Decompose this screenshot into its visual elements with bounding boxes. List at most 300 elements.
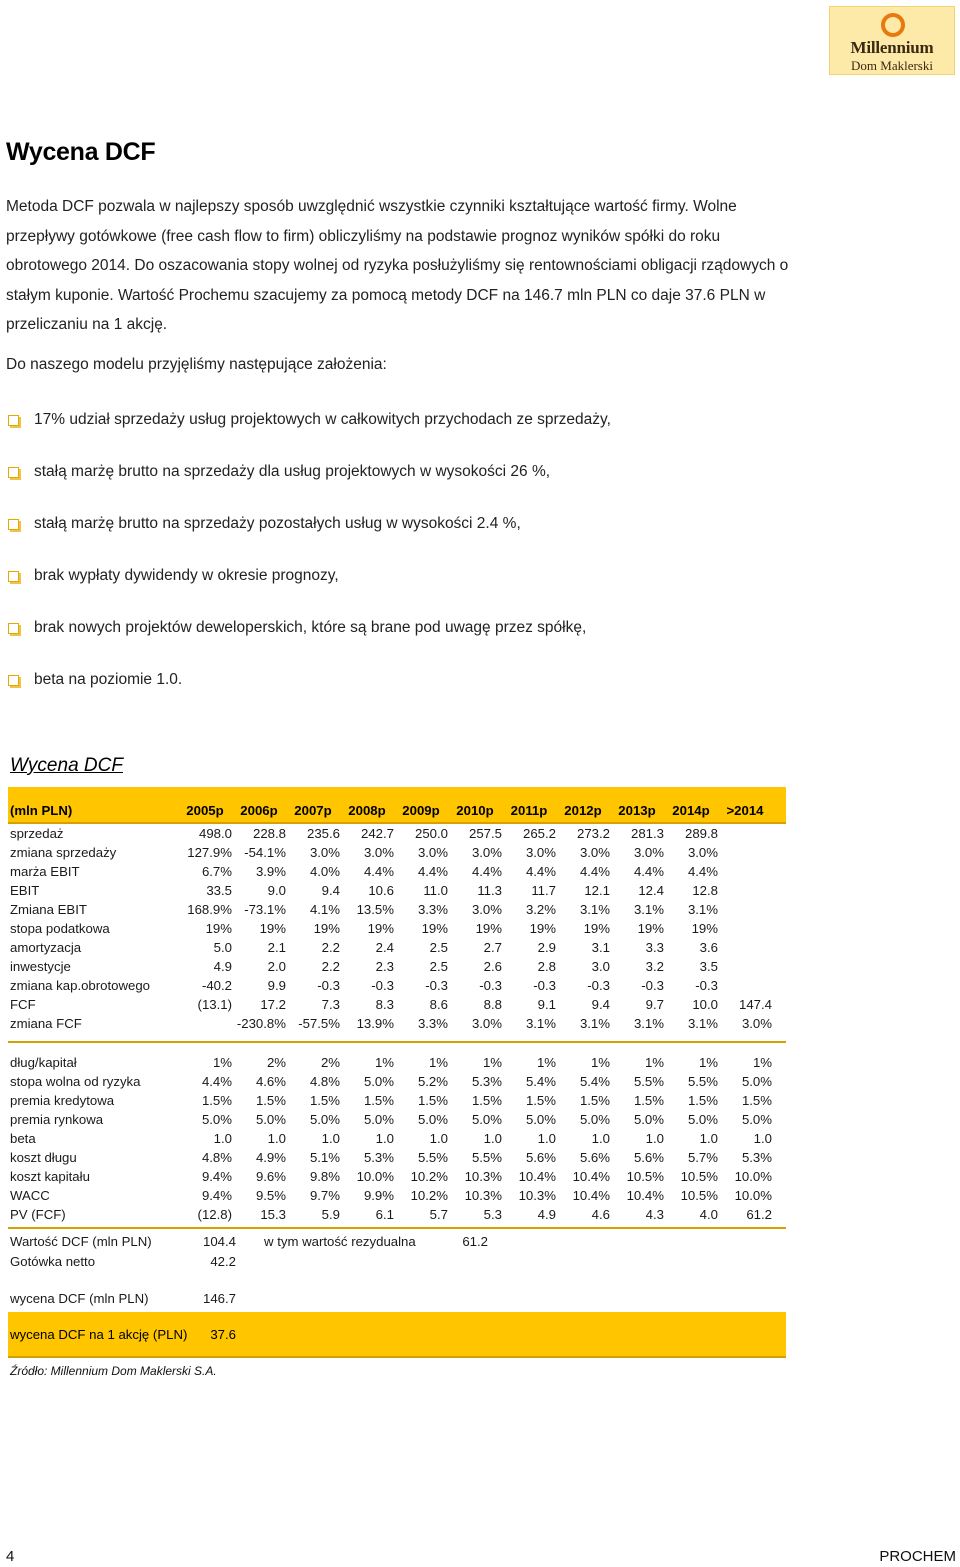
table-cell: 5.6%	[525, 1150, 556, 1165]
checkbox-bullet-icon	[8, 675, 19, 686]
table-cell: 19%	[367, 921, 394, 936]
table-cell: 1.5%	[741, 1093, 772, 1108]
page-title: Wycena DCF	[6, 138, 156, 166]
table-cell: -57.5%	[298, 1016, 340, 1031]
table-cell: 1.0	[213, 1131, 232, 1146]
table-cell: 3.9%	[255, 864, 286, 879]
table-cell: 9.4%	[201, 1169, 232, 1184]
table-cell: 4.4%	[471, 864, 502, 879]
table-cell: 273.2	[576, 826, 610, 841]
table-cell: 2.9	[537, 940, 556, 955]
table-cell: -40.2	[201, 978, 232, 993]
table-cell: 3.0%	[309, 845, 340, 860]
header-cell: 2006p	[240, 803, 278, 818]
checkbox-bullet-icon	[8, 415, 19, 426]
table-row	[8, 1205, 786, 1224]
table-cell: 8.3	[375, 997, 394, 1012]
checkbox-bullet-icon	[8, 467, 19, 478]
table-cell: 5.6%	[579, 1150, 610, 1165]
table-cell: 5.3%	[471, 1074, 502, 1089]
table-cell: 1.0	[537, 1131, 556, 1146]
header-cell: 2010p	[456, 803, 494, 818]
table-cell: 4.8%	[309, 1074, 340, 1089]
table-cell: 5.0%	[417, 1112, 448, 1127]
table-row	[8, 995, 786, 1014]
table-cell: 1.0	[645, 1131, 664, 1146]
table-row	[8, 1167, 786, 1186]
table-cell: 9.7%	[309, 1188, 340, 1203]
table-cell: 3.0%	[363, 845, 394, 860]
table-cell: 3.0%	[579, 845, 610, 860]
table-cell: 3.6	[699, 940, 718, 955]
row-label: stopa wolna od ryzyka	[10, 1074, 141, 1089]
row-label: PV (FCF)	[10, 1207, 66, 1222]
table-cell: 1.5%	[255, 1093, 286, 1108]
table-cell: 1.5%	[471, 1093, 502, 1108]
table-cell: 4.1%	[309, 902, 340, 917]
table-cell: 5.0%	[525, 1112, 556, 1127]
row-label: koszt kapitału	[10, 1169, 90, 1184]
table-cell: 9.8%	[309, 1169, 340, 1184]
source-note: Źródło: Millennium Dom Maklerski S.A.	[10, 1364, 217, 1378]
wycena-label: wycena DCF (mln PLN)	[10, 1290, 149, 1306]
wycena-value: 146.7	[202, 1290, 236, 1306]
table-cell: 5.3%	[363, 1150, 394, 1165]
table-cell: 5.3%	[741, 1150, 772, 1165]
assumptions-lead: Do naszego modelu przyjęliśmy następujące założenia:	[6, 356, 387, 373]
table-cell: 9.0	[267, 883, 286, 898]
list-item-text: 17% udział sprzedaży usług projektowych w całkowitych przychodach ze sprzedaży,	[34, 411, 611, 428]
rezydualna-label: w tym wartość rezydualna	[264, 1233, 416, 1249]
table-cell: 9.9%	[363, 1188, 394, 1203]
table-cell: -230.8%	[236, 1016, 286, 1031]
list-item-text: brak wypłaty dywidendy w okresie prognozy,	[34, 567, 339, 584]
table-row	[8, 1129, 786, 1148]
table-cell: 5.0%	[201, 1112, 232, 1127]
table-cell: 4.4%	[633, 864, 664, 879]
table-cell: 5.9	[321, 1207, 340, 1222]
table-cell: 2.3	[375, 959, 394, 974]
table-cell: 4.9%	[255, 1150, 286, 1165]
table-cell: 4.4%	[363, 864, 394, 879]
table-cell: 19%	[421, 921, 448, 936]
table-cell: 10.5%	[680, 1169, 718, 1184]
checkbox-bullet-icon	[8, 623, 19, 634]
logo-mark-icon	[880, 12, 906, 38]
table-cell: 4.4%	[579, 864, 610, 879]
table-cell: 1%	[752, 1055, 772, 1070]
header-cell: 2009p	[402, 803, 440, 818]
table-section-fcf	[8, 824, 786, 1033]
table-cell: 5.0%	[255, 1112, 286, 1127]
table-cell: 19%	[313, 921, 340, 936]
gotowka-label: Gotówka netto	[10, 1253, 96, 1269]
row-label: zmiana kap.obrotowego	[10, 978, 151, 993]
gotowka-value: 42.2	[210, 1253, 236, 1269]
table-cell: 19%	[637, 921, 664, 936]
list-item-text: beta na poziomie 1.0.	[34, 671, 183, 688]
table-cell: 19%	[259, 921, 286, 936]
row-label: koszt długu	[10, 1150, 77, 1165]
table-cell: 19%	[529, 921, 556, 936]
table-cell: 3.0%	[471, 902, 502, 917]
table-cell: 5.5%	[687, 1074, 718, 1089]
table-title: Wycena DCF	[10, 755, 123, 776]
table-cell: 1%	[698, 1055, 718, 1070]
table-row	[8, 1251, 786, 1271]
table-cell: 10.2%	[410, 1169, 448, 1184]
table-cell: 10.3%	[464, 1169, 502, 1184]
row-label: amortyzacja	[10, 940, 82, 955]
table-cell: -0.3	[695, 978, 718, 993]
table-row	[8, 843, 786, 862]
header-cell: 2012p	[564, 803, 602, 818]
table-cell: 10.5%	[680, 1188, 718, 1203]
table-cell: 2.8	[537, 959, 556, 974]
table-cell: 257.5	[468, 826, 502, 841]
table-cell: 4.6%	[255, 1074, 286, 1089]
table-cell: 250.0	[414, 826, 448, 841]
table-cell: 5.7	[429, 1207, 448, 1222]
table-cell: 2.1	[267, 940, 286, 955]
table-cell: 3.1%	[579, 902, 610, 917]
row-label: zmiana sprzedaży	[10, 845, 117, 860]
table-cell: 5.6%	[633, 1150, 664, 1165]
table-cell: 2.6	[483, 959, 502, 974]
table-cell: 4.8%	[201, 1150, 232, 1165]
per-share-valuation	[8, 1312, 786, 1358]
table-cell: 9.5%	[255, 1188, 286, 1203]
table-cell: 3.0%	[741, 1016, 772, 1031]
table-cell: -0.3	[641, 978, 664, 993]
table-row	[8, 900, 786, 919]
table-row	[8, 1072, 786, 1091]
table-cell: 9.1	[537, 997, 556, 1012]
table-cell: 3.1%	[687, 902, 718, 917]
table-cell: -73.1%	[244, 902, 286, 917]
table-cell: 265.2	[522, 826, 556, 841]
list-item-text: brak nowych projektów deweloperskich, które są brane pod uwagę przez spółkę,	[34, 619, 587, 636]
row-label: marża EBIT	[10, 864, 80, 879]
table-cell: 19%	[205, 921, 232, 936]
table-cell: 1.5%	[309, 1093, 340, 1108]
table-cell: 1.0	[591, 1131, 610, 1146]
table-cell: 1.5%	[633, 1093, 664, 1108]
table-row	[8, 938, 786, 957]
table-cell: 4.9	[213, 959, 232, 974]
table-cell: 3.3	[645, 940, 664, 955]
table-cell: 11.7	[531, 883, 556, 898]
row-label: sprzedaż	[10, 826, 64, 841]
table-cell: 5.5%	[471, 1150, 502, 1165]
table-cell: 17.2	[260, 997, 286, 1012]
table-row	[8, 881, 786, 900]
table-cell: 127.9%	[187, 845, 232, 860]
table-cell: 9.4	[591, 997, 610, 1012]
table-cell: 3.2	[645, 959, 664, 974]
table-cell: 5.0%	[309, 1112, 340, 1127]
list-item	[8, 617, 611, 669]
table-cell: 4.0	[699, 1207, 718, 1222]
list-item	[8, 461, 611, 513]
table-cell: 228.8	[252, 826, 286, 841]
table-cell: 5.4%	[525, 1074, 556, 1089]
table-cell: 5.0%	[633, 1112, 664, 1127]
table-header	[8, 787, 786, 824]
table-cell: 3.1%	[633, 1016, 664, 1031]
rezydualna-value: 61.2	[462, 1233, 488, 1249]
table-cell: 12.8	[692, 883, 718, 898]
table-row	[8, 976, 786, 995]
row-label: premia rynkowa	[10, 1112, 104, 1127]
header-cell: 2013p	[618, 803, 656, 818]
table-row	[8, 957, 786, 976]
table-cell: 19%	[691, 921, 718, 936]
table-cell: 9.9	[267, 978, 286, 993]
table-cell: (13.1)	[197, 997, 232, 1012]
table-cell: 1.0	[321, 1131, 340, 1146]
table-cell: 9.6%	[255, 1169, 286, 1184]
list-item	[8, 669, 611, 721]
table-cell: 12.4	[638, 883, 664, 898]
table-cell: 10.0	[692, 997, 718, 1012]
logo-subtitle: Dom Maklerski	[851, 58, 933, 73]
table-cell: (12.8)	[197, 1207, 232, 1222]
table-cell: 19%	[583, 921, 610, 936]
table-cell: 10.5%	[626, 1169, 664, 1184]
table-cell: 2%	[266, 1055, 286, 1070]
table-cell: 2.5	[429, 940, 448, 955]
table-cell: 1%	[590, 1055, 610, 1070]
table-cell: 2.7	[483, 940, 502, 955]
table-cell: 3.0%	[417, 845, 448, 860]
table-cell: 3.0%	[525, 845, 556, 860]
table-cell: 5.0%	[741, 1112, 772, 1127]
table-row	[8, 1186, 786, 1205]
table-cell: 13.5%	[356, 902, 394, 917]
table-cell: 9.4	[321, 883, 340, 898]
table-cell: 10.4%	[572, 1188, 610, 1203]
table-row	[8, 1288, 786, 1308]
table-cell: 1.0	[753, 1131, 772, 1146]
table-cell: -0.3	[479, 978, 502, 993]
logo-name: Millennium	[850, 38, 934, 57]
table-cell: 281.3	[630, 826, 664, 841]
table-cell: 5.5%	[417, 1150, 448, 1165]
table-cell: 5.1%	[309, 1150, 340, 1165]
table-cell: 10.2%	[410, 1188, 448, 1203]
table-cell: 2.2	[321, 940, 340, 955]
table-cell: 3.2%	[525, 902, 556, 917]
table-row	[8, 1231, 786, 1251]
table-cell: 10.0%	[734, 1169, 772, 1184]
table-cell: 5.0%	[363, 1112, 394, 1127]
table-cell: 3.1%	[633, 902, 664, 917]
list-item-text: stałą marżę brutto na sprzedaży pozostałych usług w wysokości 2.4 %,	[34, 515, 521, 532]
valuation-block	[8, 1227, 786, 1378]
table-cell: 5.4%	[579, 1074, 610, 1089]
row-label: FCF	[10, 997, 36, 1012]
page-number: 4	[6, 1548, 15, 1565]
table-cell: 2.0	[267, 959, 286, 974]
table-cell: 2%	[320, 1055, 340, 1070]
table-cell: 3.0%	[471, 845, 502, 860]
table-cell: 4.4%	[525, 864, 556, 879]
table-cell: 4.6	[591, 1207, 610, 1222]
row-label: beta	[10, 1131, 36, 1146]
checkbox-bullet-icon	[8, 571, 19, 582]
table-cell: -0.3	[533, 978, 556, 993]
row-label: WACC	[10, 1188, 50, 1203]
table-cell: 5.0%	[741, 1074, 772, 1089]
wartosc-value: 104.4	[202, 1233, 236, 1249]
header-label: (mln PLN)	[10, 803, 73, 818]
row-label: stopa podatkowa	[10, 921, 110, 936]
table-cell: -0.3	[371, 978, 394, 993]
table-cell: 1.5%	[417, 1093, 448, 1108]
table-cell: 5.2%	[417, 1074, 448, 1089]
table-cell: 1.0	[699, 1131, 718, 1146]
table-cell: 3.5	[699, 959, 718, 974]
table-cell: 61.2	[746, 1207, 772, 1222]
table-cell: 10.4%	[518, 1169, 556, 1184]
table-row	[8, 919, 786, 938]
assumptions-list	[8, 409, 611, 721]
table-row	[8, 862, 786, 881]
table-cell: 3.3%	[417, 1016, 448, 1031]
table-cell: 4.3	[645, 1207, 664, 1222]
list-item	[8, 513, 611, 565]
table-cell: 498.0	[198, 826, 232, 841]
table-cell: 1%	[536, 1055, 556, 1070]
table-cell: 4.4%	[417, 864, 448, 879]
table-cell: 6.1	[375, 1207, 394, 1222]
wartosc-label: Wartość DCF (mln PLN)	[10, 1233, 152, 1249]
table-row	[8, 1091, 786, 1110]
table-cell: 3.1	[591, 940, 610, 955]
table-cell: 10.6	[368, 883, 394, 898]
table-row	[8, 824, 786, 843]
table-cell: 4.0%	[309, 864, 340, 879]
table-cell: 9.7	[645, 997, 664, 1012]
table-cell: 235.6	[306, 826, 340, 841]
table-cell: 3.0%	[471, 1016, 502, 1031]
table-cell: -54.1%	[244, 845, 286, 860]
row-label: premia kredytowa	[10, 1093, 115, 1108]
table-cell: 1.5%	[579, 1093, 610, 1108]
akcja-label: wycena DCF na 1 akcję (PLN)	[10, 1326, 188, 1342]
row-label: inwestycje	[10, 959, 71, 974]
table-cell: 11.0	[423, 883, 448, 898]
table-row	[8, 1148, 786, 1167]
table-cell: 4.9	[537, 1207, 556, 1222]
table-cell: 1%	[374, 1055, 394, 1070]
table-cell: 10.4%	[626, 1188, 664, 1203]
table-cell: 147.4	[738, 997, 772, 1012]
row-label: zmiana FCF	[10, 1016, 82, 1031]
intro-paragraph: Metoda DCF pozwala w najlepszy sposób uwzględnić wszystkie czynniki kształtujące wartość firmy. Wolne przepływy gotówkowe (free cash flow to firm) obliczyliśmy na podstawie prognoz wyników spółki do roku obrotowego 2014. Do oszacowania stopy wolnej od ryzyka posłużyliśmy się rentownościami obligacji rządowych o stałym kuponie. Wartość Prochemu szacujemy za pomocą metody DCF na 146.7 mln PLN co daje 37.6 PLN w przeliczaniu na 1 akcję.	[6, 198, 789, 334]
table-cell: 5.0%	[471, 1112, 502, 1127]
table-cell: 3.3%	[417, 902, 448, 917]
table-cell: 1.5%	[201, 1093, 232, 1108]
table-cell: 12.1	[584, 883, 610, 898]
row-label: EBIT	[10, 883, 40, 898]
table-cell: 5.3	[483, 1207, 502, 1222]
table-cell: -0.3	[317, 978, 340, 993]
table-cell: 10.4%	[572, 1169, 610, 1184]
row-label: Zmiana EBIT	[10, 902, 87, 917]
table-cell: 11.3	[477, 883, 502, 898]
table-cell: 2.5	[429, 959, 448, 974]
table-cell: 1%	[482, 1055, 502, 1070]
header-cell: 2005p	[186, 803, 224, 818]
table-cell: 1%	[428, 1055, 448, 1070]
table-cell: 19%	[475, 921, 502, 936]
table-cell: 5.0%	[363, 1074, 394, 1089]
header-cell: 2014p	[672, 803, 710, 818]
table-cell: 289.8	[684, 826, 718, 841]
list-item	[8, 565, 611, 617]
table-cell: 3.1%	[579, 1016, 610, 1031]
table-cell: 1.0	[483, 1131, 502, 1146]
table-cell: 9.4%	[201, 1188, 232, 1203]
table-cell: 1.0	[375, 1131, 394, 1146]
row-label: dług/kapitał	[10, 1055, 77, 1070]
table-section-wacc	[8, 1053, 786, 1224]
table-row	[8, 1014, 786, 1033]
header-cell: 2007p	[294, 803, 332, 818]
table-cell: 1%	[644, 1055, 664, 1070]
table-cell: 168.9%	[187, 902, 232, 917]
checkbox-bullet-icon	[8, 519, 19, 530]
brand-logo	[829, 6, 955, 75]
table-cell: -0.3	[587, 978, 610, 993]
table-cell: 10.3%	[518, 1188, 556, 1203]
table-cell: 33.5	[206, 883, 232, 898]
table-cell: 2.2	[321, 959, 340, 974]
table-cell: 4.4%	[687, 864, 718, 879]
table-cell: 242.7	[360, 826, 394, 841]
header-cell: 2008p	[348, 803, 386, 818]
table-cell: 4.4%	[201, 1074, 232, 1089]
table-cell: 1%	[212, 1055, 232, 1070]
table-cell: 2.4	[375, 940, 394, 955]
table-cell: 3.0	[591, 959, 610, 974]
table-cell: 13.9%	[356, 1016, 394, 1031]
header-cell: >2014	[726, 803, 764, 818]
table-cell: 5.7%	[687, 1150, 718, 1165]
table-row	[8, 1053, 786, 1072]
table-cell: 3.1%	[687, 1016, 718, 1031]
table-cell: 5.0%	[687, 1112, 718, 1127]
table-cell: -0.3	[425, 978, 448, 993]
table-row	[8, 1110, 786, 1129]
table-cell: 6.7%	[201, 864, 232, 879]
table-divider	[8, 1033, 786, 1043]
table-cell: 3.1%	[525, 1016, 556, 1031]
table-cell: 10.0%	[734, 1188, 772, 1203]
table-cell: 10.0%	[356, 1169, 394, 1184]
footer-company: PROCHEM	[879, 1548, 956, 1565]
table-cell: 8.8	[483, 997, 502, 1012]
table-cell: 8.6	[429, 997, 448, 1012]
table-cell: 1.0	[429, 1131, 448, 1146]
table-cell: 10.3%	[464, 1188, 502, 1203]
table-cell: 3.0%	[687, 845, 718, 860]
list-item-text: stałą marżę brutto na sprzedaży dla usług projektowych w wysokości 26 %,	[34, 463, 551, 480]
table-cell: 1.5%	[525, 1093, 556, 1108]
header-cell: 2011p	[510, 803, 548, 818]
